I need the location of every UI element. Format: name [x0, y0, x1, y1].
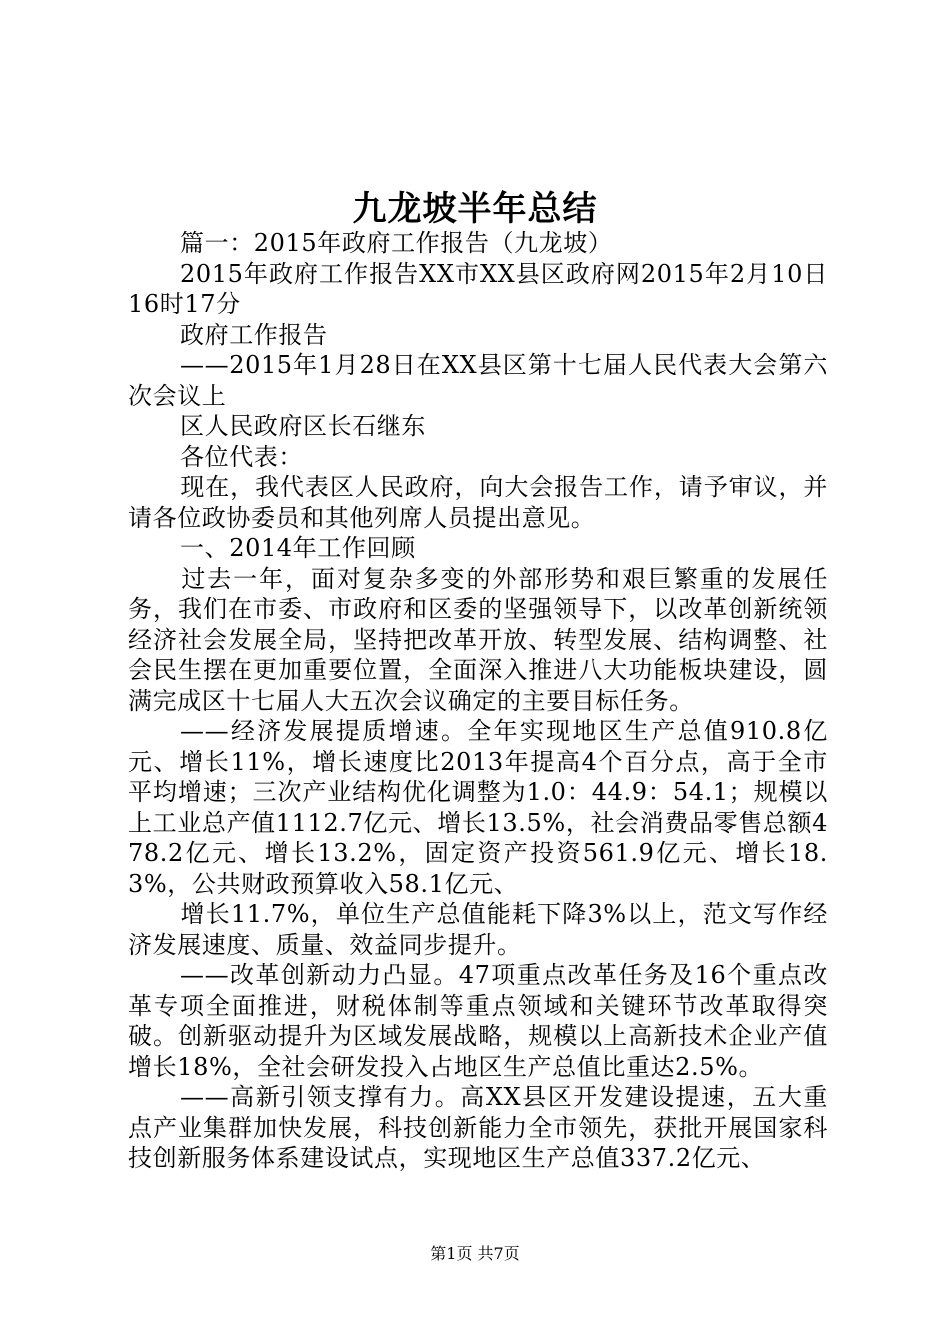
paragraph-text: 各位代表：: [180, 442, 303, 471]
paragraph: [128, 350, 828, 411]
paragraph-text: ——经济发展提质增速。全年实现地区生产总值910.8亿元、增长11%，增长速度比2013年提高4个百分点，高于全市平均增速；三次产业结构优化调整为1.0：44.9：54.1；规模以上工业总产值1112.7亿元、增长13.5%，社会消费品零售总额478.2亿元、增长13.2%，固定资产投资561.9亿元、增长18.3%，公共财政预算收入58.1亿元、: [128, 717, 828, 898]
paragraph-text: ——高新引领支撑有力。高XX县区开发建设提速，五大重点产业集群加快发展，科技创新能力全市领先，获批开展国家科技创新服务体系建设试点，实现地区生产总值337.2亿元、: [128, 1083, 828, 1172]
paragraph-text: 篇一：2015年政府工作报告（九龙坡）: [180, 229, 613, 257]
paragraph-text: 政府工作报告: [180, 320, 328, 349]
paragraph: [128, 533, 828, 564]
paragraph-text: 增长11.7%，单位生产总值能耗下降3%以上，范文写作经济发展速度、质量、效益同步提升。: [128, 900, 828, 959]
paragraph: [128, 960, 828, 1082]
paragraph: [128, 320, 828, 351]
paragraph-text: 区人民政府区长石继东: [180, 412, 426, 440]
page-footer: 第1页 共7页: [430, 1244, 520, 1263]
paragraph-text: 过去一年，面对复杂多变的外部形势和艰巨繁重的发展任务，我们在市委、市政府和区委的坚强领导下，以改革创新统领经济社会发展全局，坚持把改革开放、转型发展、结构调整、社会民生摆在更加重要位置，全面深入推进八大功能板块建设，圆满完成区十七届人大五次会议确定的主要目标任务。: [128, 564, 828, 715]
paragraph-text: ——改革创新动力凸显。47项重点改革任务及16个重点改革专项全面推进，财税体制等重点领域和关键环节改革取得突破。创新驱动提升为区域发展战略，规模以上高新技术企业产值增长18%，全社会研发投入占地区生产总值比重达2.5%。: [128, 961, 828, 1081]
paragraph-text: ——2015年1月28日在XX县区第十七届人民代表大会第六次会议上: [128, 351, 828, 410]
paragraph-text: 一、2014年工作回顾: [180, 534, 416, 562]
paragraph: [128, 564, 828, 717]
document-title: 九龙坡半年总结: [352, 189, 598, 229]
paragraph: [128, 1082, 828, 1174]
paragraph: [128, 472, 828, 533]
paragraph-text: 2015年政府工作报告XX市XX县区政府网2015年2月10日16时17分: [128, 259, 828, 318]
paragraph: [128, 228, 828, 259]
paragraph: [128, 259, 828, 320]
document-body: [128, 228, 828, 1174]
paragraph: [128, 716, 828, 899]
paragraph: [128, 899, 828, 960]
paragraph: [128, 411, 828, 442]
paragraph: [128, 442, 828, 473]
paragraph-text: 现在，我代表区人民政府，向大会报告工作，请予审议，并请各位政协委员和其他列席人员提出意见。: [128, 473, 828, 532]
